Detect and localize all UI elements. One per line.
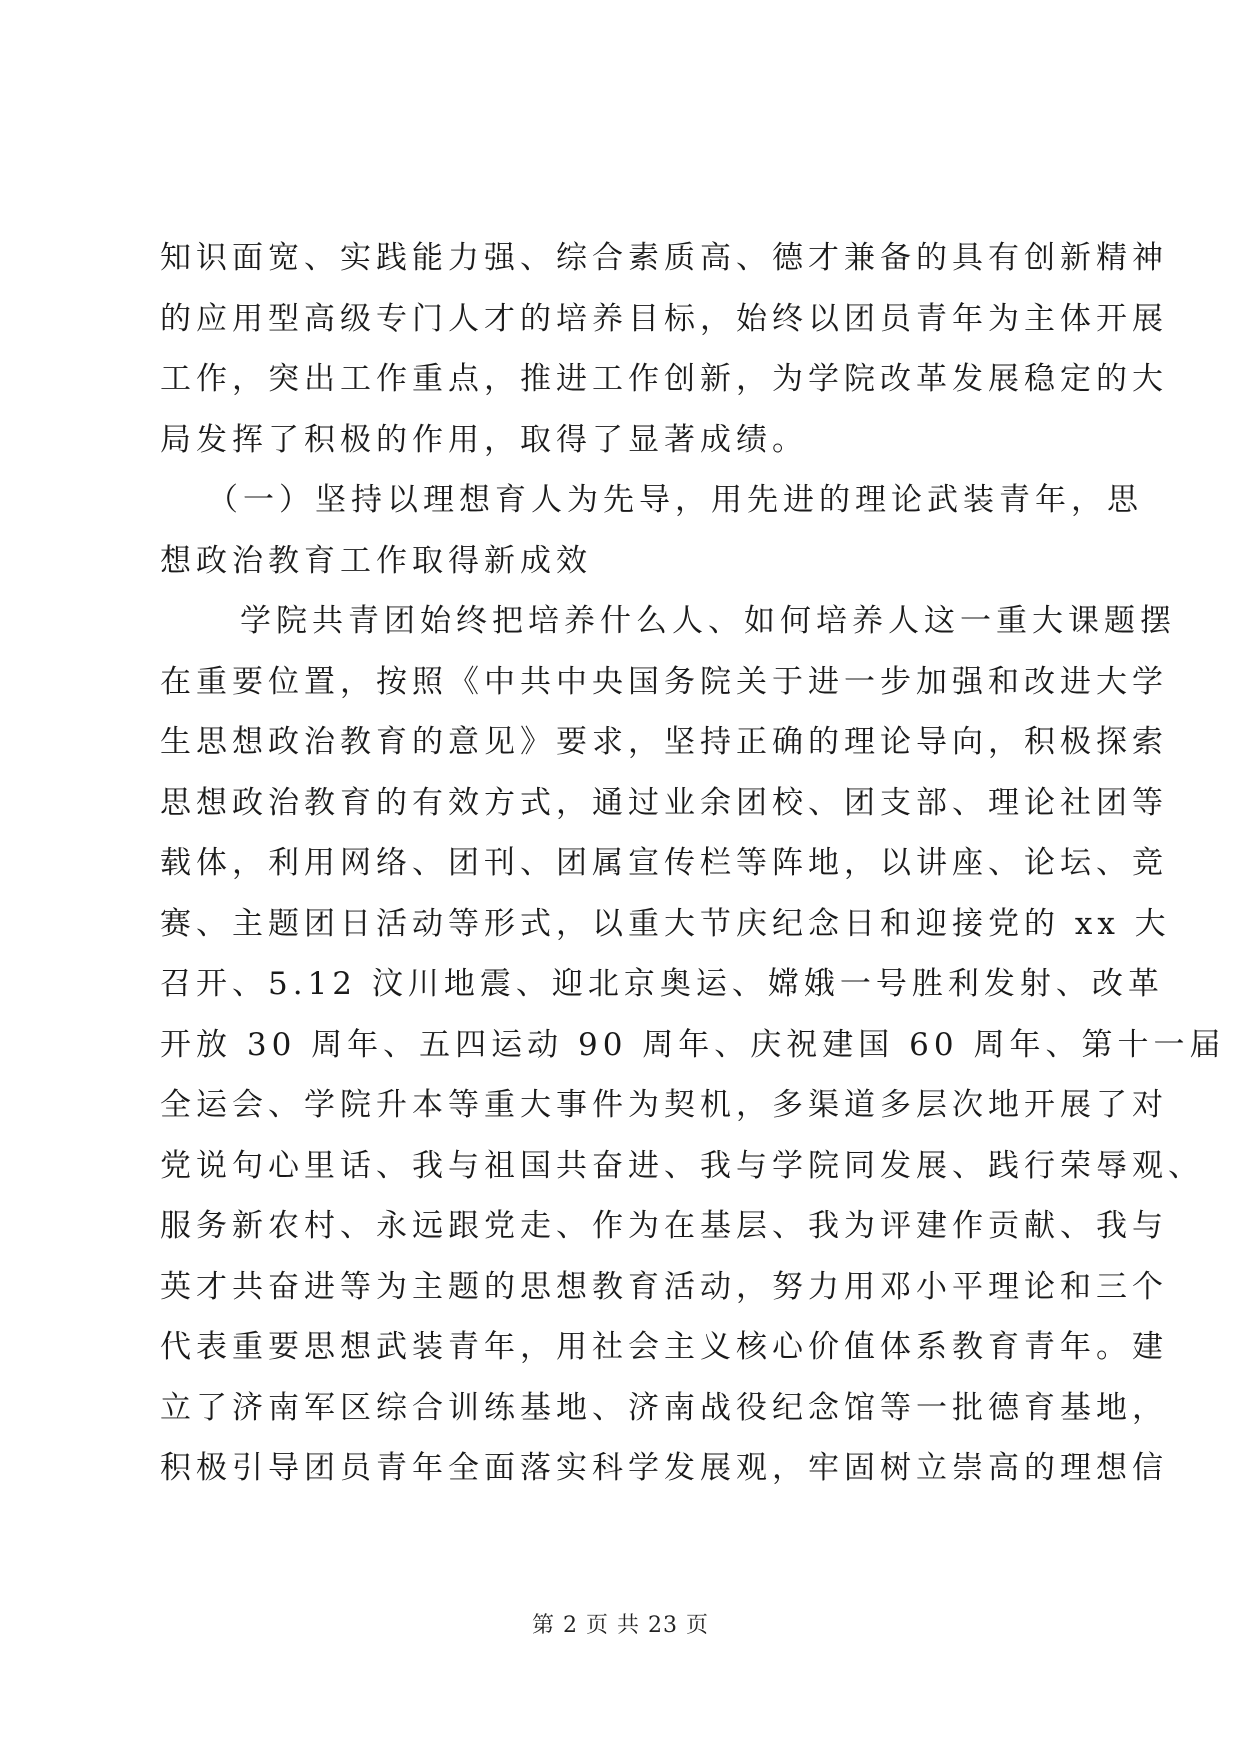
- page-number-footer: 第 2 页 共 23 页: [532, 1613, 709, 1638]
- text-line: 知识面宽、实践能力强、综合素质高、德才兼备的具有创新精神: [160, 240, 1168, 276]
- text-line: 学院共青团始终把培养什么人、如何培养人这一重大课题摆: [240, 603, 1176, 639]
- text-line: 思想政治教育的有效方式，通过业余团校、团支部、理论社团等: [160, 784, 1168, 821]
- text-line: 召开、5.12 汶川地震、迎北京奥运、嫦娥一号胜利发射、改革: [160, 966, 1164, 1002]
- text-line: 立了济南军区综合训练基地、济南战役纪念馆等一批德育基地，: [160, 1389, 1168, 1426]
- text-line: 积极引导团员青年全面落实科学发展观，牢固树立崇高的理想信: [160, 1450, 1168, 1486]
- text-line: 党说句心里话、我与祖国共奋进、我与学院同发展、践行荣辱观、: [160, 1147, 1204, 1184]
- text-line: 全运会、学院升本等重大事件为契机，多渠道多层次地开展了对: [160, 1087, 1168, 1123]
- text-line: 赛、主题团日活动等形式，以重大节庆纪念日和迎接党的 xx 大: [160, 905, 1171, 942]
- text-line: 载体，利用网络、团刊、团属宣传栏等阵地，以讲座、论坛、竞: [160, 845, 1168, 881]
- text-line: 服务新农村、永远跟党走、作为在基层、我为评建作贡献、我与: [160, 1208, 1168, 1244]
- body-text: [160, 228, 1226, 1499]
- section-heading-line: （一）坚持以理想育人为先导，用先进的理论武装青年，思: [207, 482, 1143, 518]
- text-line: 局发挥了积极的作用，取得了显著成绩。: [160, 421, 808, 458]
- text-line: 开放 30 周年、五四运动 90 周年、庆祝建国 60 周年、第十一届: [160, 1026, 1226, 1063]
- text-line: 工作，突出工作重点，推进工作创新，为学院改革发展稳定的大: [160, 361, 1168, 397]
- text-line: 在重要位置，按照《中共中央国务院关于进一步加强和改进大学: [160, 663, 1168, 700]
- text-line: 生思想政治教育的意见》要求，坚持正确的理论导向，积极探索: [160, 724, 1168, 760]
- text-line: 的应用型高级专门人才的培养目标，始终以团员青年为主体开展: [160, 300, 1168, 337]
- text-line: 英才共奋进等为主题的思想教育活动，努力用邓小平理论和三个: [160, 1268, 1168, 1305]
- section-heading-line: 想政治教育工作取得新成效: [160, 542, 592, 579]
- text-line: 代表重要思想武装青年，用社会主义核心价值体系教育青年。建: [160, 1329, 1168, 1365]
